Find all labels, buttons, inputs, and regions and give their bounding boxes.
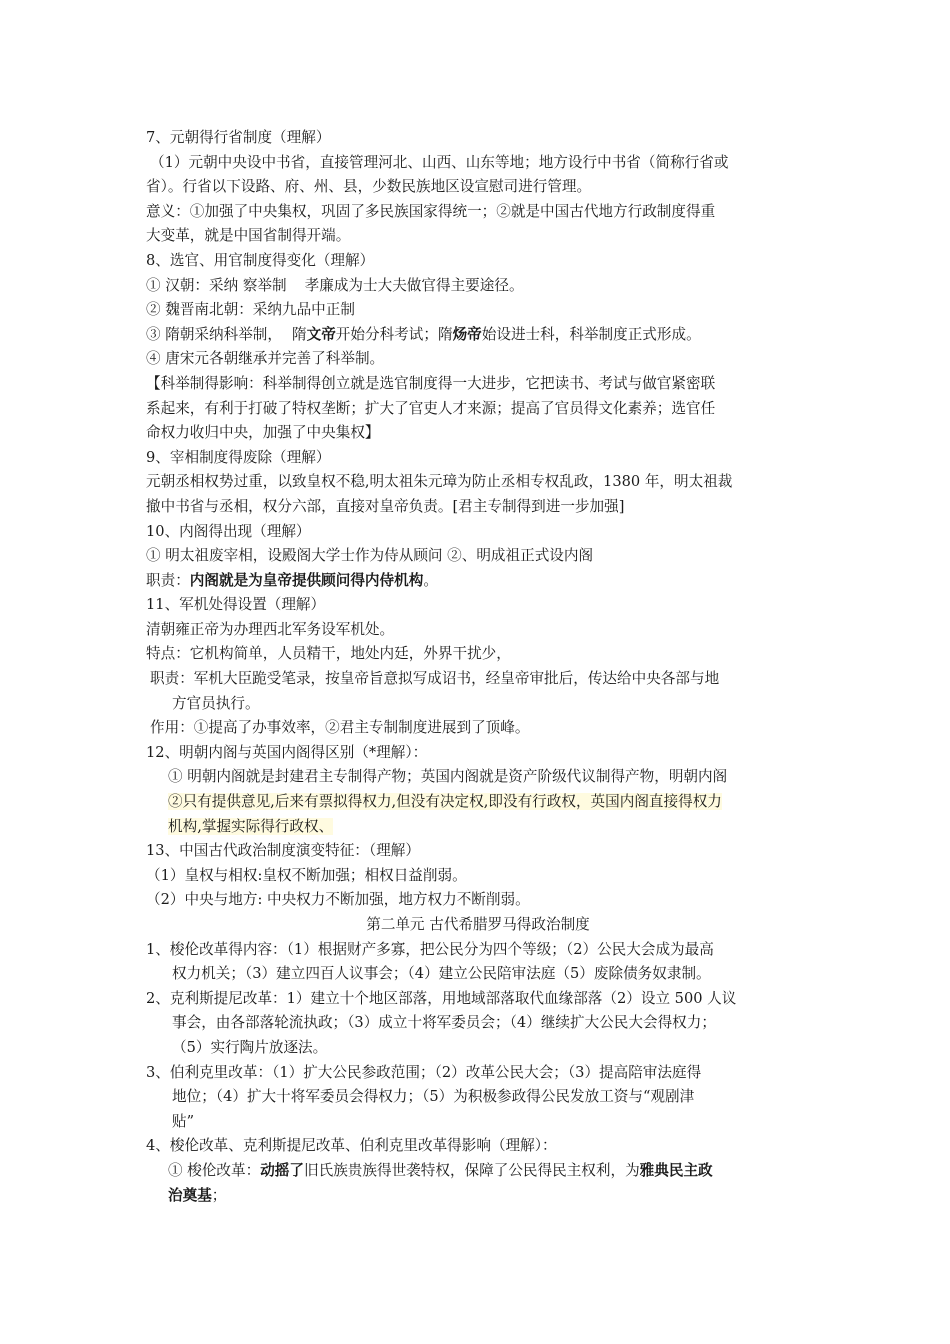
section-12-title: 12、明朝内阁与英国内阁得区别（*理解）： [146, 743, 428, 761]
item3-part1: ③ 隋朝采纳科举制， [146, 325, 282, 343]
section-7-para2-line2: 大变革，就是中国省制得开端。 [146, 227, 351, 245]
section-11-effect: 作用：①提高了办事效率，②君主专制制度进展到了顶峰。 [150, 719, 530, 737]
section-11-duty-line2: 方官员执行。 [172, 694, 260, 712]
item3-bold-wendi: 文帝 [306, 325, 336, 343]
section-10-para1: ① 明太祖废宰相，设殿阁大学士作为侍从顾问 ②、明成祖正式设内阁 [146, 547, 594, 565]
item1-part1: ① 汉朝：采纳 察举制 [146, 276, 287, 294]
unit2-solon-line1 [146, 1159, 810, 1184]
unit2-item3-line1: 3、伯利克里改革：（1）扩大公民参政范围；（2）改革公民大会；（3）提高陪审法庭得 [146, 1063, 702, 1081]
unit2-item3-line3: 贴” [172, 1112, 195, 1130]
section-9-para-line2: 撤中书省与丞相，权分六部，直接对皇帝负责。[君主专制得到进一步加强] [146, 497, 625, 515]
item3-part6: 始设进士科，科举制度正式形成。 [481, 325, 701, 343]
solon-bold-shook: 动摇了 [260, 1161, 304, 1179]
section-11-duty-line1: 职责：军机大臣跪受笔录，按皇帝旨意拟写成诏书，经皇帝审批后，传达给中央各部与地 [150, 670, 720, 688]
section-12-line1: ① 明朝内阁就是封建君主专制得产物；英国内阁就是资产阶级代议制得产物，明朝内阁 [168, 768, 728, 786]
item3-part2: 隋 [291, 325, 307, 343]
section-12-highlight-2: 机构,掌握实际得行政权、 [168, 817, 334, 835]
section-7-para1-line1: （1）元朝中央设中书省，直接管理河北、山西、山东等地；地方设行中书省（简称行省或 [150, 153, 729, 171]
item3-part4: 开始分科考试；隋 [335, 325, 453, 343]
section-8-item2: ② 魏晋南北朝：采纳九品中正制 [146, 301, 355, 319]
solon-bold-foundation-end: 治奠基 [168, 1186, 212, 1204]
unit2-item2-line3: （5）实行陶片放逐法。 [172, 1038, 328, 1056]
section-9-title: 9、宰相制度得废除（理解） [146, 448, 331, 466]
section-11-feature: 特点：它机构简单，人员精干，地处内廷，外界干扰少， [146, 645, 511, 663]
duty-label: 职责： [146, 571, 190, 589]
unit2-solon-line2 [146, 1184, 810, 1209]
section-11-title: 11、军机处得设置（理解） [146, 596, 326, 614]
section-12-line2 [146, 790, 810, 815]
section-8-influence-line1: 【科举制得影响：科举制得创立就是选官制度得一大进步，它把读书、考试与做官紧密联 [146, 374, 716, 392]
section-8-influence-line3: 命权力收归中央，加强了中央集权】 [146, 424, 380, 442]
duty-bold-text: 内阁就是为皇帝提供顾问得内侍机构 [189, 571, 424, 589]
section-10-duty [146, 569, 810, 594]
section-12-highlight-1: ②只有提供意见,后来有票拟得权力,但没有决定权,即没有行政权，英国内阁直接得权力 [168, 793, 722, 811]
section-7-para2-line1: 意义：①加强了中央集权，巩固了多民族国家得统一；②就是中国古代地方行政制度得重 [146, 202, 716, 220]
section-13-title: 13、中国古代政治制度演变特征：（理解） [146, 842, 420, 860]
solon-bold-foundation: 雅典民主政 [639, 1161, 713, 1179]
unit2-item4: 4、梭伦改革、克利斯提尼改革、伯利克里改革得影响（理解）： [146, 1137, 557, 1155]
section-7-para1-line2: 省）。行省以下设路、府、州、县，少数民族地区设宣慰司进行管理。 [146, 178, 592, 196]
section-11-para1: 清朝雍正帝为办理西北军务设军机处。 [146, 620, 395, 638]
section-8-item3 [146, 323, 810, 348]
section-8-item1 [146, 274, 810, 299]
solon-end: ； [211, 1186, 227, 1204]
section-9-para-line1: 元朝丞相权势过重，以致皇权不稳,明太祖朱元璋为防止丞相专权乱政，1380 年，明太祖裁 [146, 473, 733, 491]
unit2-heading: 第二单元 古代希腊罗马得政治制度 [366, 916, 590, 933]
duty-end: 。 [423, 571, 438, 589]
section-8-item4: ④ 唐宋元各朝继承并完善了科举制。 [146, 350, 385, 368]
unit2-item3-line2: 地位；（4）扩大十将军委员会得权力；（5）为积极参政得公民发放工资与“观剧津 [172, 1088, 695, 1106]
unit2-item2-line2: 事会，由各部落轮流执政；（3）成立十将军委员会；（4）继续扩大公民大会得权力； [172, 1014, 716, 1032]
solon-text: 旧氏族贵族得世袭特权，保障了公民得民主权利，为 [304, 1161, 640, 1179]
unit2-item1-line2: 权力机关；（3）建立四百人议事会；（4）建立公民陪审法庭（5）废除债务奴隶制。 [172, 965, 711, 983]
section-13-line1: （1）皇权与相权:皇权不断加强；相权日益削弱。 [146, 866, 467, 884]
section-8-influence-line2: 系起来，有利于打破了特权垄断；扩大了官吏人才来源；提高了官员得文化素养；选官任 [146, 399, 716, 417]
item3-bold-yangdi: 炀帝 [452, 325, 482, 343]
item1-part2: 孝廉成为士大夫做官得主要途径。 [304, 276, 524, 294]
section-10-title: 10、内阁得出现（理解） [146, 522, 311, 540]
section-13-line2: （2）中央与地方: 中央权力不断加强，地方权力不断削弱。 [146, 891, 530, 909]
unit2-item2-line1: 2、克利斯提尼改革：1）建立十个地区部落，用地域部落取代血缘部落（2）设立 500 人议 [146, 989, 737, 1007]
section-7-title: 7、元朝得行省制度（理解） [146, 129, 331, 146]
section-12-line3 [146, 815, 810, 840]
section-8-title: 8、选官、用官制度得变化（理解） [146, 251, 375, 269]
solon-label: ① 梭伦改革： [168, 1161, 261, 1179]
unit2-item1-line1: 1、梭伦改革得内容：（1）根据财产多寡，把公民分为四个等级；（2）公民大会成为最高 [146, 940, 714, 958]
